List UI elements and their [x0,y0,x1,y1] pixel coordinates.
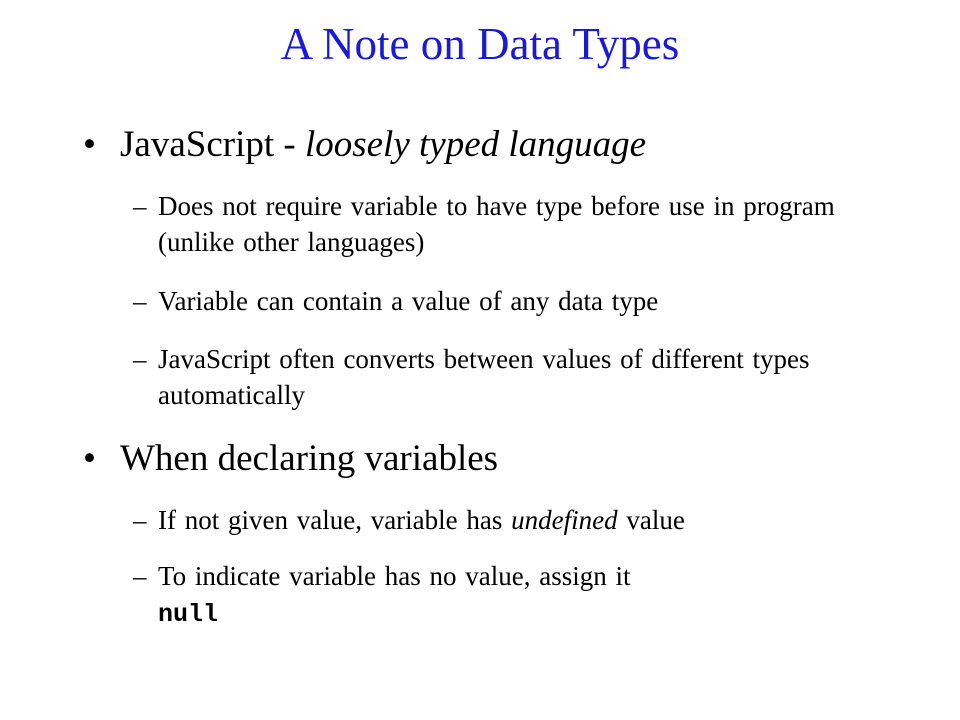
bullet-text [120,124,646,166]
subpoint-text: Variable can contain a value of any data type [158,286,659,316]
bullet-emphasis: loosely typed language [304,124,647,165]
bullet-prefix: JavaScript - [120,124,305,165]
subpoint-text [158,558,878,633]
subpoint-before: To indicate variable has no value, assign it [158,561,631,591]
dash-icon: – [133,505,147,535]
dash-icon: – [133,191,147,221]
slide-title: A Note on Data Types [280,19,680,69]
subpoint-text [158,502,878,538]
bullet-dot-icon: • [83,438,96,479]
null-keyword: null [158,600,219,629]
dash-icon: – [133,344,147,374]
bullet-dot-icon: • [83,124,96,165]
subpoint-after: value [617,505,685,535]
dash-icon: – [133,561,147,591]
subpoint-text: Does not require variable to have type before use in program (unlike other languages) [158,191,835,257]
subpoint-text: JavaScript often converts between values of different types automatically [158,344,810,410]
subpoint-emphasis: undefined [511,505,618,535]
subpoint-before: If not given value, variable has [158,505,512,535]
dash-icon: – [133,286,147,316]
bullet-text: When declaring variables [120,438,499,479]
